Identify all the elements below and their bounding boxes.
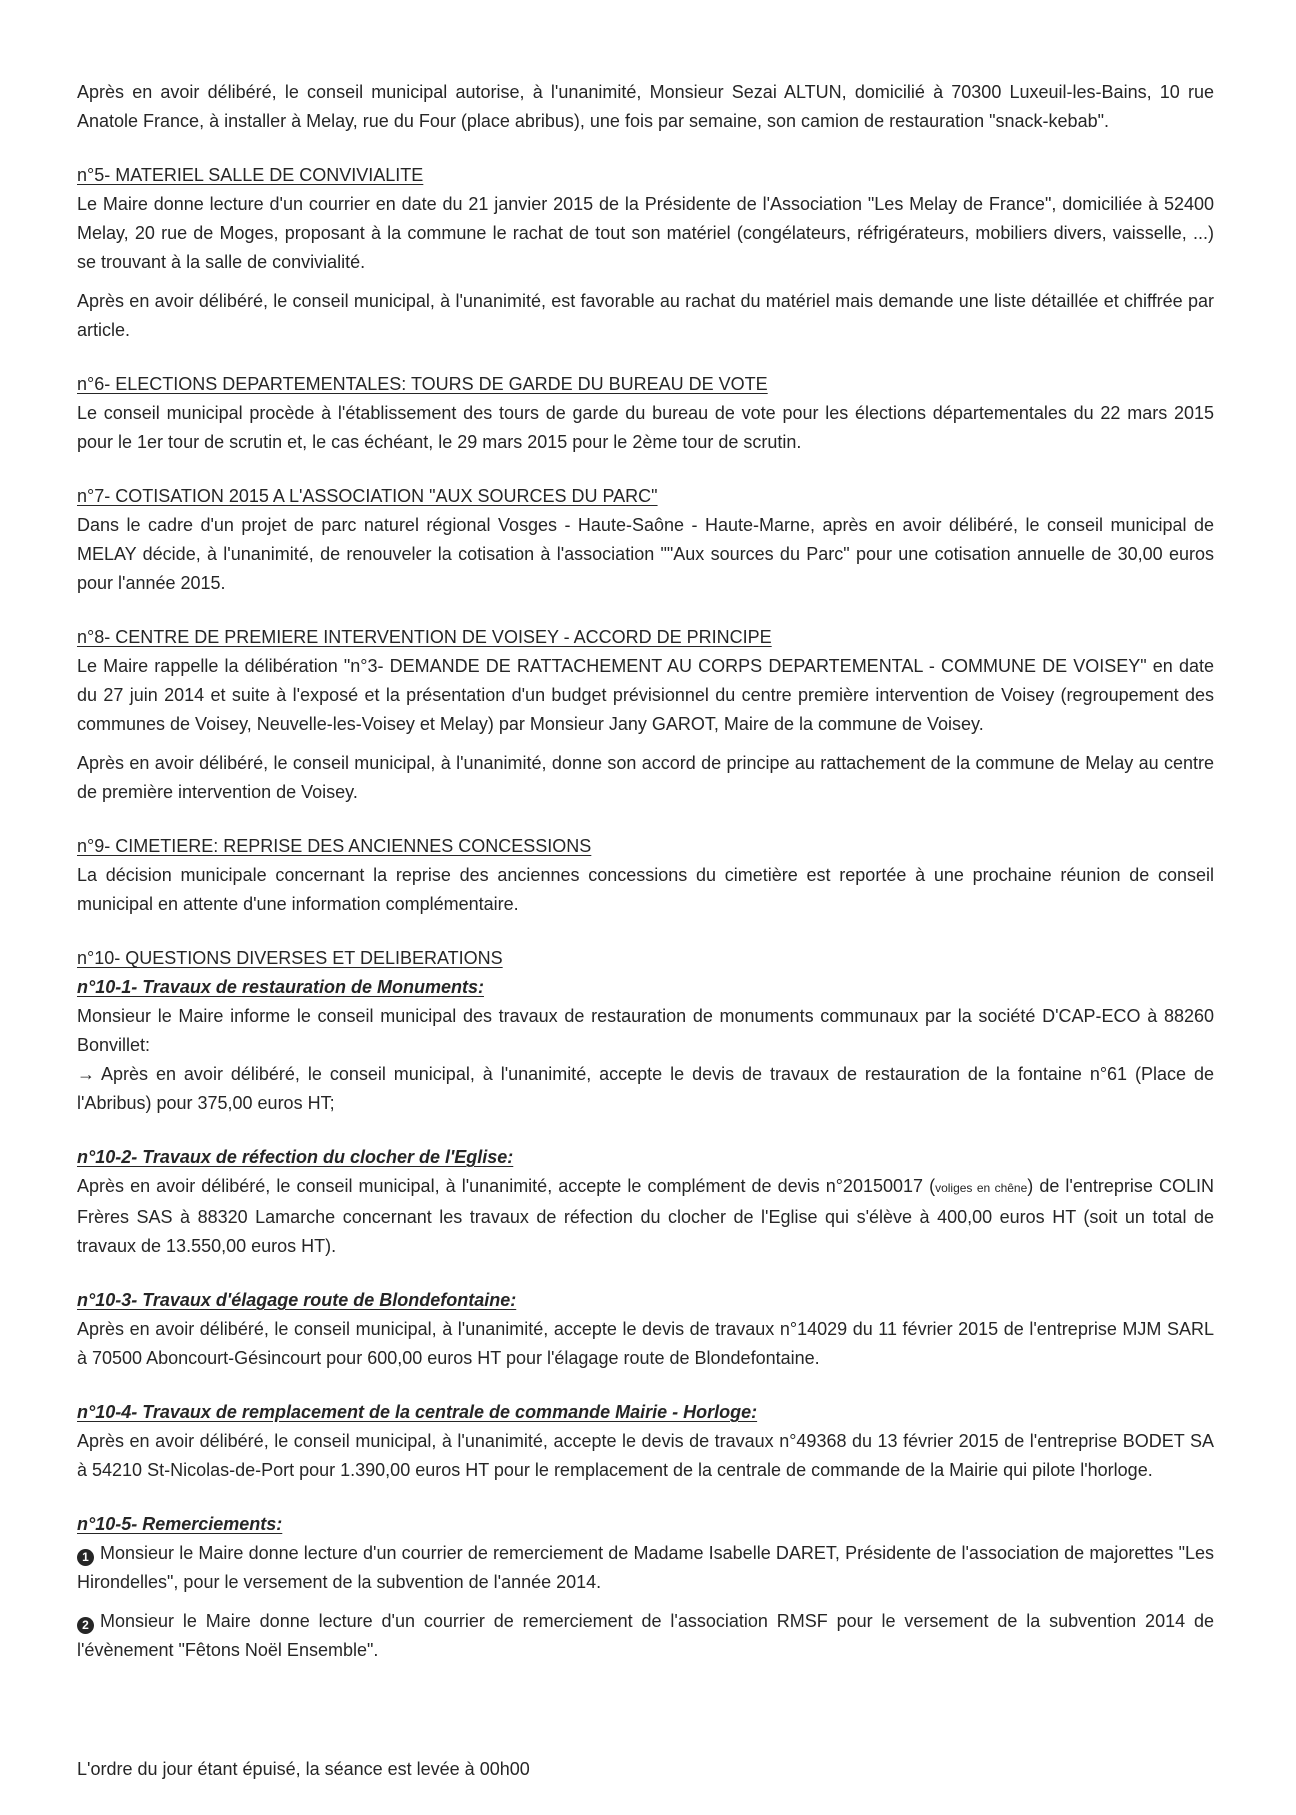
subsection-10-5-item-2 (77, 1607, 1214, 1665)
section-7-heading: n°7- COTISATION 2015 A L'ASSOCIATION "AUX SOURCES DU PARC" (77, 486, 658, 506)
subsection-10-5-item-2-text: Monsieur le Maire donne lecture d'un courrier de remerciement de l'association RMSF pour le versement de la subvention 2014 de l'évènement "Fêtons Noël Ensemble". (77, 1611, 1214, 1660)
section-5-paragraph-2: Après en avoir délibéré, le conseil municipal, à l'unanimité, est favorable au rachat du matériel mais demande une liste détaillée et chiffrée par article. (77, 291, 1214, 340)
circled-number-one-icon: 1 (77, 1549, 94, 1566)
section-5-heading: n°5- MATERIEL SALLE DE CONVIVIALITE (77, 165, 424, 185)
subsection-10-1-heading: n°10-1- Travaux de restauration de Monuments: (77, 977, 484, 997)
subsection-10-5-heading: n°10-5- Remerciements: (77, 1514, 283, 1534)
circled-number-two-icon: 2 (77, 1617, 94, 1634)
document-body (77, 78, 1214, 1665)
section-9-heading: n°9- CIMETIERE: REPRISE DES ANCIENNES CONCESSIONS (77, 836, 592, 856)
subsection-10-2-small-text: voliges en chêne (935, 1181, 1028, 1195)
section-8-paragraph-1: Le Maire rappelle la délibération "n°3- DEMANDE DE RATTACHEMENT AU CORPS DEPARTEMENTAL - COMMUNE DE VOISEY" en date du 27 juin 2014 et suite à l'exposé et la présentation d'un budget prévisionnel du centre première intervention de Voisey (regroupement des communes de Voisey, Neuvelle-les-Voisey et Melay) par Monsieur Jany GAROT, Maire de la commune de Voisey. (77, 656, 1214, 734)
subsection-10-5-item-1-text: Monsieur le Maire donne lecture d'un courrier de remerciement de Madame Isabelle DARET, Présidente de l'association de majorettes "Les Hirondelles", pour le versement de la subvention de l'année 2014. (77, 1543, 1214, 1592)
subsection-10-1-paragraph-2-text: Après en avoir délibéré, le conseil municipal, à l'unanimité, accepte le devis de travaux de restauration de la fontaine n°61 (Place de l'Abribus) pour 375,00 euros HT; (77, 1064, 1214, 1113)
section-8-paragraph-2: Après en avoir délibéré, le conseil municipal, à l'unanimité, donne son accord de principe au rattachement de la commune de Melay au centre de première intervention de Voisey. (77, 753, 1214, 802)
closing-statement: L'ordre du jour étant épuisé, la séance est levée à 00h00 (77, 1759, 530, 1779)
section-6-heading: n°6- ELECTIONS DEPARTEMENTALES: TOURS DE GARDE DU BUREAU DE VOTE (77, 374, 768, 394)
section-6-paragraph-1: Le conseil municipal procède à l'établissement des tours de garde du bureau de vote pour les élections départementales du 22 mars 2015 pour le 1er tour de scrutin et, le cas échéant, le 29 mars 2015 pour le 2ème tour de scrutin. (77, 403, 1214, 452)
subsection-10-5-item-1 (77, 1539, 1214, 1597)
subsection-10-4-paragraph-1: Après en avoir délibéré, le conseil municipal, à l'unanimité, accepte le devis de travaux n°49368 du 13 février 2015 de l'entreprise BODET SA à 54210 St-Nicolas-de-Port pour 1.390,00 euros HT pour le remplacement de la centrale de commande de la Mairie qui pilote l'horloge. (77, 1431, 1214, 1480)
subsection-10-4-heading: n°10-4- Travaux de remplacement de la centrale de commande Mairie - Horloge: (77, 1402, 758, 1422)
subsection-10-2-text-b: ) de l'entreprise COLIN Frères SAS à 88320 Lamarche concernant les travaux de réfection du clocher de l'Eglise qui s'élève à 400,00 euros HT (soit un total de travaux de 13.550,00 euros HT). (77, 1176, 1214, 1256)
subsection-10-3-paragraph-1: Après en avoir délibéré, le conseil municipal, à l'unanimité, accepte le devis de travaux n°14029 du 11 février 2015 de l'entreprise MJM SARL à 70500 Aboncourt-Gésincourt pour 600,00 euros HT pour l'élagage route de Blondefontaine. (77, 1319, 1214, 1368)
section-9-paragraph-1: La décision municipale concernant la reprise des anciennes concessions du cimetière est reportée à une prochaine réunion de conseil municipal en attente d'une information complémentaire. (77, 865, 1214, 914)
intro-paragraph: Après en avoir délibéré, le conseil municipal autorise, à l'unanimité, Monsieur Sezai ALTUN, domicilié à 70300 Luxeuil-les-Bains, 10 rue Anatole France, à installer à Melay, rue du Four (place abribus), une fois par semaine, son camion de restauration "snack-kebab". (77, 82, 1214, 131)
subsection-10-1-paragraph-2 (77, 1060, 1214, 1118)
subsection-10-2-heading: n°10-2- Travaux de réfection du clocher de l'Eglise: (77, 1147, 514, 1167)
section-7-paragraph-1: Dans le cadre d'un projet de parc naturel régional Vosges - Haute-Saône - Haute-Marne, après en avoir délibéré, le conseil municipal de MELAY décide, à l'unanimité, de renouveler la cotisation à l'association ""Aux sources du Parc" pour une cotisation annuelle de 30,00 euros pour l'année 2015. (77, 515, 1214, 593)
section-8-heading: n°8- CENTRE DE PREMIERE INTERVENTION DE VOISEY - ACCORD DE PRINCIPE (77, 627, 772, 647)
section-10-heading: n°10- QUESTIONS DIVERSES ET DELIBERATIONS (77, 948, 503, 968)
subsection-10-1-paragraph-1: Monsieur le Maire informe le conseil municipal des travaux de restauration de monuments communaux par la société D'CAP-ECO à 88260 Bonvillet: (77, 1006, 1214, 1055)
subsection-10-3-heading: n°10-3- Travaux d'élagage route de Blondefontaine: (77, 1290, 517, 1310)
subsection-10-2-paragraph-1 (77, 1172, 1214, 1261)
subsection-10-2-text-a: Après en avoir délibéré, le conseil municipal, à l'unanimité, accepte le complément de devis n°20150017 ( (77, 1176, 936, 1196)
section-5-paragraph-1: Le Maire donne lecture d'un courrier en date du 21 janvier 2015 de la Présidente de l'Association "Les Melay de France", domiciliée à 52400 Melay, 20 rue de Moges, proposant à la commune le rachat de tout son matériel (congélateurs, réfrigérateurs, mobiliers divers, vaisselle, ...) se trouvant à la salle de convivialité. (77, 194, 1214, 272)
arrow-right-icon: → (77, 1064, 95, 1084)
